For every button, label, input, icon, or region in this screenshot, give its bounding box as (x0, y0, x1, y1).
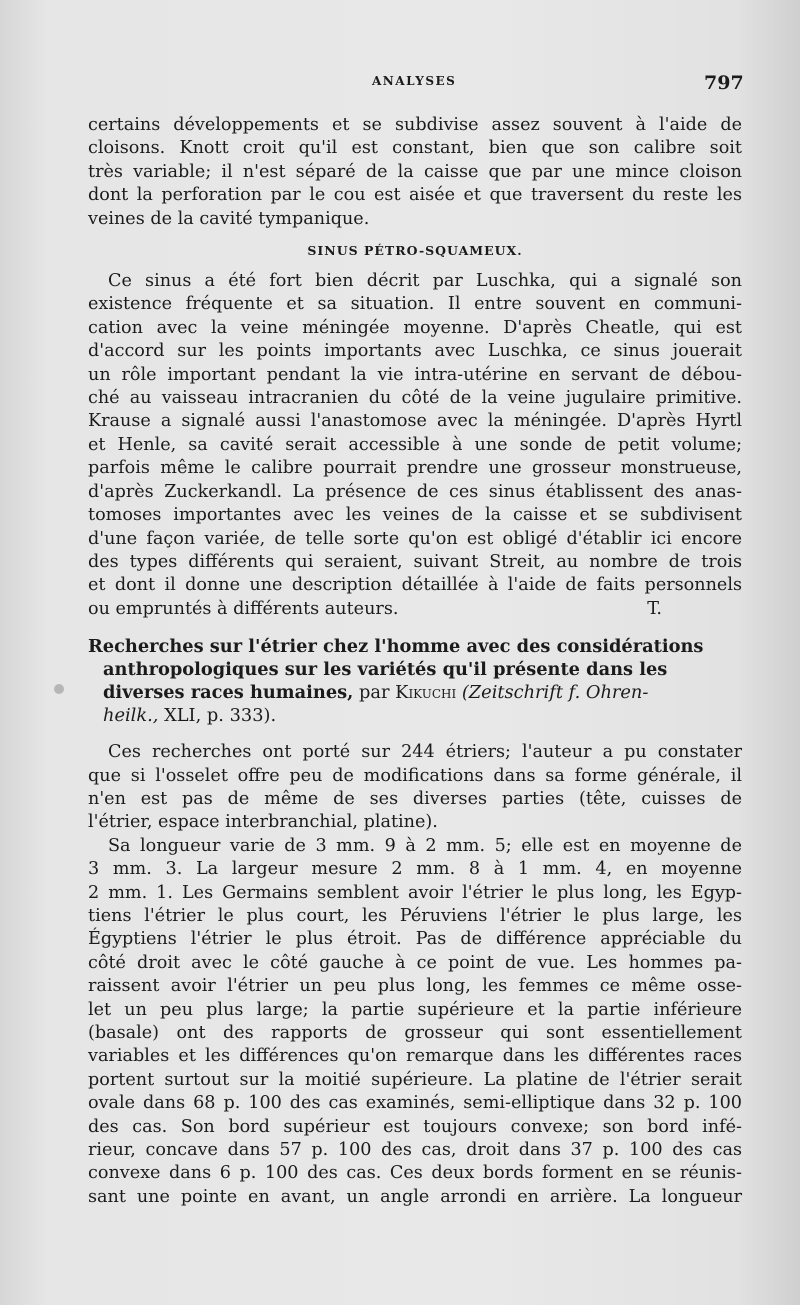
text-line: ché au vaisseau intracranien du côté de la veine jugulaire primitive. (88, 388, 742, 409)
text-line: convexe dans 6 p. 100 des cas. Ces deux bords forment en se réunis- (88, 1163, 742, 1184)
text-line: Ce sinus a été fort bien décrit par Luschka, qui a signalé son (108, 271, 742, 292)
text-line: raissent avoir l'étrier un peu plus long, les femmes ce même osse- (88, 976, 742, 997)
continuation-paragraph (88, 114, 742, 231)
text-line: n'en est pas de même de ses diverses parties (tête, cuisses de (88, 788, 742, 809)
signature-line (88, 598, 742, 621)
running-head: ANALYSES (372, 74, 457, 88)
text-line: variables et les différences qu'on remarque dans les différentes races (88, 1046, 742, 1067)
text-line: Ces recherches ont porté sur 244 étriers; l'auteur a pu constater (108, 742, 742, 763)
text-line: cation avec la veine méningée moyenne. D'après Cheatle, qui est (88, 317, 742, 338)
text-line: Égyptiens l'étrier le plus étroit. Pas de différence appréciable du (88, 929, 742, 950)
text-line: portent surtout sur la moitié supérieure. La platine de l'étrier serait (88, 1069, 742, 1090)
text-line: tomoses importantes avec les veines de la caisse et se subdivisent (88, 505, 742, 526)
article-paragraph (88, 835, 742, 1210)
text-line: sant une pointe en avant, un angle arrondi en arrière. La longueur (88, 1186, 742, 1207)
text-line: d'une façon variée, de telle sorte qu'on est obligé d'établir ici encore (88, 528, 742, 549)
text-line: parfois même le calibre pourrait prendre une grosseur monstrueuse, (88, 458, 742, 479)
text-line: des types différents qui seraient, suivant Streit, au nombre de trois (88, 551, 742, 572)
text-line: 3 mm. 3. La largeur mesure 2 mm. 8 à 1 mm. 4, en moyenne (88, 859, 742, 880)
text-line: l'étrier, espace interbranchial, platine). (88, 812, 438, 833)
article-body (88, 741, 742, 1209)
text-line: 2 mm. 1. Les Germains semblent avoir l'étrier le plus long, les Egyp- (88, 882, 742, 903)
sinus-paragraph (88, 270, 742, 598)
text-line: et Henle, sa cavité serait accessible à une sonde de petit volume; (88, 434, 742, 455)
title-line: Recherches sur l'étrier chez l'homme avec des considérations (88, 636, 704, 658)
text-line: ou empruntés à différents auteurs. (88, 598, 399, 619)
reviewer-signature: T. (647, 598, 662, 619)
text-line: rieur, concave dans 57 p. 100 des cas, droit dans 37 p. 100 des cas (88, 1140, 742, 1161)
text-line: (basale) ont des rapports de grosseur qui sont essentiellement (88, 1023, 742, 1043)
author-name: Kikuchi (395, 682, 457, 704)
journal-name-cont: heilk., (103, 705, 159, 727)
text-line: cloisons. Knott croit qu'il est constant, bien que son calibre soit (88, 138, 742, 159)
text-line: des cas. Son bord supérieur est toujours convexe; son bord infé- (88, 1116, 742, 1137)
text-line: d'après Zuckerkandl. La présence de ces sinus établissent des anas- (88, 481, 742, 502)
text-line: veines de la cavité tympanique. (88, 208, 370, 229)
title-line: anthropologiques sur les variétés qu'il présente dans les (103, 659, 668, 681)
page-header (0, 70, 800, 100)
page-number: 797 (704, 72, 744, 94)
title-line (88, 681, 742, 704)
ink-spot-mark (54, 684, 64, 694)
text-line: existence fréquente et sa situation. Il entre souvent en communi- (88, 294, 742, 315)
text-line: très variable; il n'est séparé de la caisse que par une mince cloison (88, 161, 742, 182)
text-line: que si l'osselet offre peu de modifications dans sa forme générale, il (88, 765, 742, 786)
title-fragment: diverses races humaines, (103, 682, 354, 704)
text-line: Sa longueur varie de 3 mm. 9 à 2 mm. 5; elle est en moyenne de (108, 835, 742, 856)
text-line: d'accord sur les points importants avec Luschka, ce sinus jouerait (88, 341, 742, 362)
text-line: tiens l'étrier le plus court, les Péruviens l'étrier le plus large, les (88, 905, 742, 926)
journal-name: (Zeitschrift f. Ohren- (461, 682, 649, 704)
text-line: et dont il donne une description détaillée à l'aide de faits personnels (88, 575, 742, 596)
text-line: certains développements et se subdivise assez souvent à l'aide de (88, 115, 742, 135)
article-title (88, 635, 742, 727)
by-word: par (359, 682, 390, 704)
text-line: ovale dans 68 p. 100 des cas examinés, semi-elliptique dans 32 p. 100 (88, 1093, 742, 1114)
journal-reference: XLI, p. 333). (164, 705, 277, 727)
text-line: côté droit avec le côté gauche à ce point de vue. Les hommes pa- (88, 952, 742, 973)
main-text (88, 114, 742, 1209)
article-paragraph (88, 741, 742, 835)
text-line: dont la perforation par le cou est aisée et que traversent du reste les (88, 185, 742, 206)
section-heading: SINUS PÉTRO-SQUAMEUX. (307, 243, 523, 259)
title-line (88, 704, 742, 727)
text-line: un rôle important pendant la vie intra-utérine en servant de débou- (88, 364, 742, 385)
text-line: Krause a signalé aussi l'anastomose avec la méningée. D'après Hyrtl (88, 411, 742, 432)
text-line: let un peu plus large; la partie supérieure et la partie inférieure (88, 999, 742, 1020)
